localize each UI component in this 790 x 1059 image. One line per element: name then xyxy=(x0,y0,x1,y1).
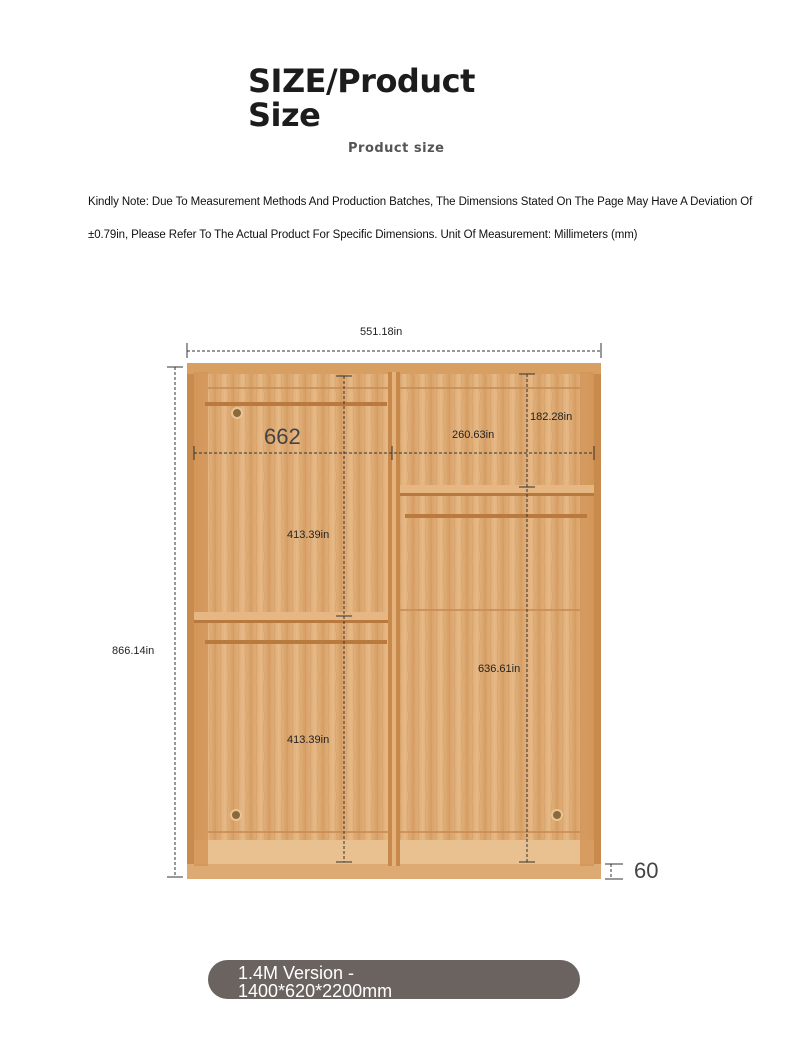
overall-width-label: 551.18in xyxy=(360,326,403,338)
left-lower-rail xyxy=(205,640,387,644)
page-subtitle: Product size xyxy=(348,141,445,156)
right-side-inner xyxy=(580,372,594,866)
base-board xyxy=(187,864,601,879)
right-top-height-label: 182.28in xyxy=(530,411,573,423)
knob-bottom-left xyxy=(231,810,241,820)
base-height-label: 60 xyxy=(634,858,659,883)
measurement-note-line-2: ±0.79in, Please Refer To The Actual Product For Specific Dimensions. Unit Of Measurement: Millimeters (mm) xyxy=(88,229,638,241)
left-upper-rail xyxy=(205,402,387,406)
center-divider-edge xyxy=(392,372,396,866)
right-rail xyxy=(405,514,587,518)
left-upper-height-label: 413.39in xyxy=(287,529,330,541)
version-label: 1.4M Version - 1400*620*2200mm xyxy=(238,963,393,1001)
left-lower-height-label: 413.39in xyxy=(287,734,330,746)
measurement-note-line-1: Kindly Note: Due To Measurement Methods And Production Batches, The Dimensions Stated On The Page May Have A Deviation Of xyxy=(88,196,753,208)
wardrobe-body xyxy=(187,363,601,879)
left-middle-shelf xyxy=(194,612,388,620)
right-section-width-label: 260.63in xyxy=(452,429,495,441)
right-lower-height-label: 636.61in xyxy=(478,663,521,675)
overall-height-label: 866.14in xyxy=(112,645,155,657)
left-section-width-label: 662 xyxy=(264,424,301,449)
knob-top-left xyxy=(232,408,242,418)
right-top-shelf xyxy=(400,485,594,493)
page-title: SIZE/Product Size xyxy=(248,62,475,134)
knob-bottom-right xyxy=(552,810,562,820)
